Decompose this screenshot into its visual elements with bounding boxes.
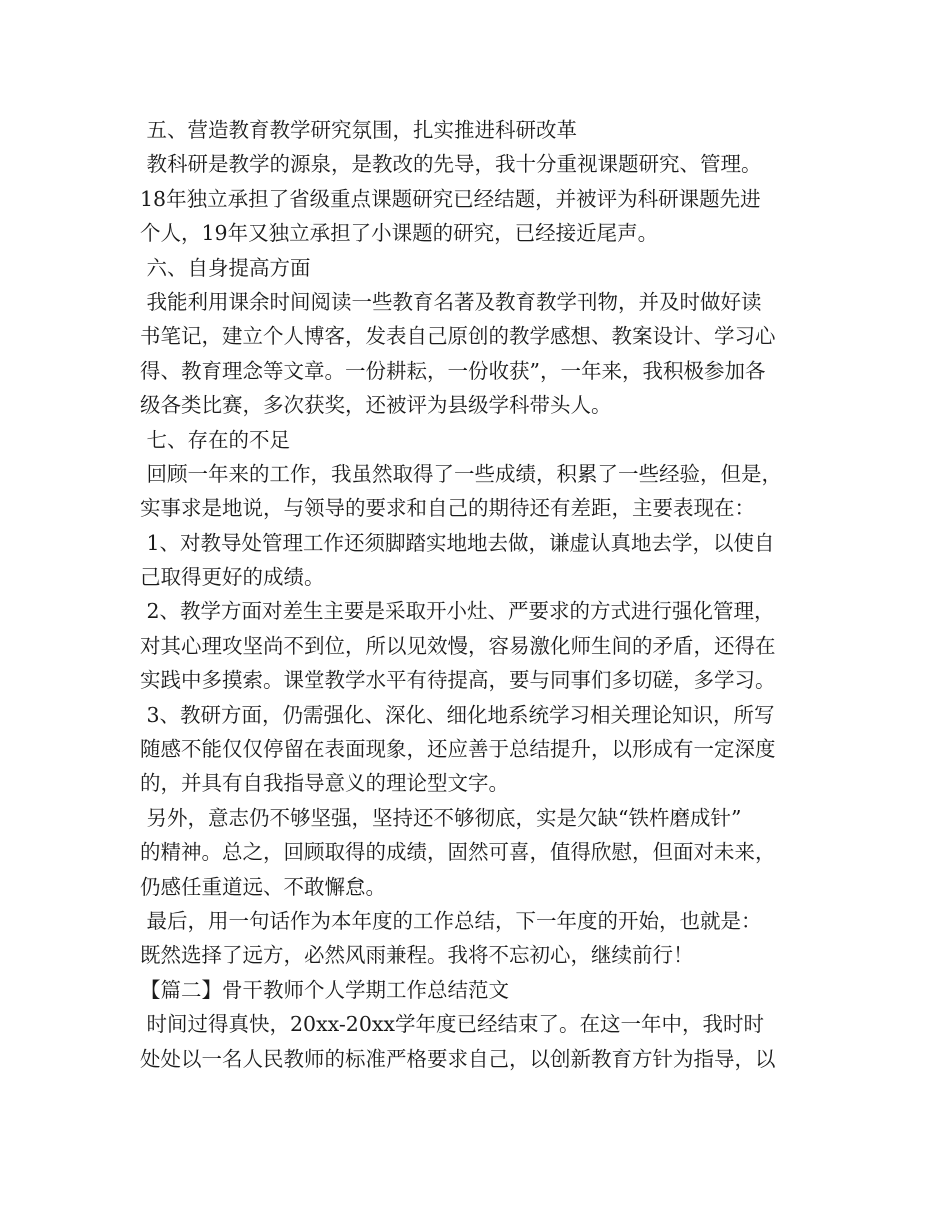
paragraph-line: 己取得更好的成绩。 (140, 565, 325, 590)
document-body (140, 113, 820, 1076)
paragraph-line: 另外，意志仍不够坚强，坚持还不够彻底，实是欠缺“铁杵磨成针” (140, 805, 742, 830)
section-heading-6: 六、自身提高方面 (140, 255, 311, 280)
paragraph-line: 既然选择了远方，必然风雨兼程。我将不忘初心，继续前行！ (140, 943, 694, 968)
paragraph-line: 对其心理攻坚尚不到位，所以见效慢，容易激化师生间的矛盾，还得在 (140, 633, 776, 658)
list-item-2: 2、教学方面对差生主要是采取开小灶、严要求的方式进行强化管理， (140, 599, 775, 624)
article-title-part-2: 【篇二】骨干教师个人学期工作总结范文 (140, 977, 509, 1002)
paragraph-line: 级各类比赛，多次获奖，还被评为县级学科带头人。 (140, 393, 612, 418)
list-item-1: 1、对教导处管理工作还须脚踏实地地去做，谦虚认真地去学，以使自 (140, 530, 775, 555)
list-item-3: 3、教研方面，仍需强化、深化、细化地系统学习相关理论知识，所写 (140, 702, 775, 727)
paragraph-line: 教科研是教学的源泉，是教改的先导，我十分重视课题研究、管理。 (140, 152, 762, 177)
paragraph-line: 仍感任重道远、不敢懈怠。 (140, 874, 386, 899)
paragraph-line: 书笔记，建立个人博客，发表自己原创的教学感想、教案设计、学习心 (140, 324, 776, 349)
paragraph-line: 实践中多摸索。课堂教学水平有待提高，要与同事们多切磋，多学习。 (140, 668, 776, 693)
paragraph-line: 个人，19年又独立承担了小课题的研究，已经接近尾声。 (140, 221, 659, 246)
paragraph-line: 最后，用一句话作为本年度的工作总结，下一年度的开始，也就是： (140, 908, 762, 933)
section-heading-7: 七、存在的不足 (140, 427, 291, 452)
section-heading-5: 五、营造教育教学研究氛围，扎实推进科研改革 (140, 118, 578, 142)
paragraph-line: 18年独立承担了省级重点课题研究已经结题，并被评为科研课题先进 (140, 186, 761, 211)
paragraph-line: 实事求是地说，与领导的要求和自己的期待还有差距，主要表现在： (140, 496, 755, 521)
paragraph-line: 得、教育理念等文章。一份耕耘，一份收获”，一年来，我积极参加各 (140, 358, 766, 383)
paragraph-line: 回顾一年来的工作，我虽然取得了一些成绩，积累了一些经验，但是， (140, 461, 783, 486)
paragraph-line: 时间过得真快，20xx-20xx学年度已经结束了。在这一年中，我时时 (140, 1012, 764, 1037)
paragraph-line: 随感不能仅仅停留在表面现象，还应善于总结提升，以形成有一定深度 (140, 737, 776, 762)
paragraph-line: 我能利用课余时间阅读一些教育名著及教育教学刊物，并及时做好读 (140, 289, 762, 314)
paragraph-line: 的精神。总之，回顾取得的成绩，固然可喜，值得欣慰，但面对未来， (140, 840, 776, 865)
paragraph-line: 处处以一名人民教师的标准严格要求自己，以创新教育方针为指导，以 (140, 1046, 776, 1071)
paragraph-line: 的，并具有自我指导意义的理论型文字。 (140, 771, 509, 796)
